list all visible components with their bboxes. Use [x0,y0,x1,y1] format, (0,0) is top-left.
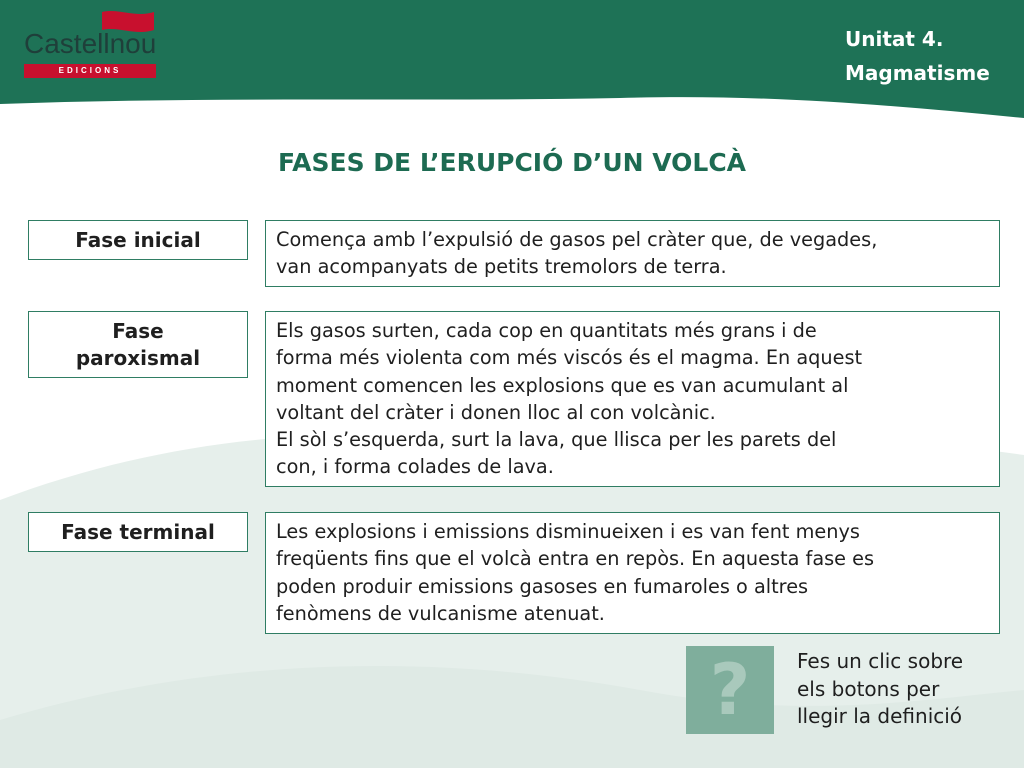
phase-label: Fase paroxismal [75,318,201,370]
unit-topic: Magmatisme [845,61,990,85]
phase-inicial-button[interactable] [28,220,248,260]
phase-terminal-button[interactable] [28,512,248,552]
question-icon: ? [709,649,751,731]
unit-number: Unitat 4. [845,27,944,51]
help-button[interactable] [686,646,774,734]
unit-heading [845,22,990,90]
logo-brand: Castellnou [24,28,157,59]
phase-terminal-description: Les explosions i emissions disminueixen i es van fent menys freqüents fins que el volcà entra en repòs. En aquesta fase es poden produir emissions gasoses en fumaroles o altres fenòmens de vulcanisme atenuat. [265,512,1000,634]
help-hint: Fes un clic sobre els botons per llegir la definició [797,649,964,728]
logo-subtitle: EDICIONS [24,64,156,78]
phase-inicial-description: Comença amb l’expulsió de gasos pel cràter que, de vegades, van acompanyats de petits tremolors de terra. [265,220,1000,287]
phase-paroxismal-description: Els gasos surten, cada cop en quantitats més grans i de forma més violenta com més viscós és el magma. En aquest moment comencen les explosions que es van acumulant al voltant del cràter i donen lloc al con volcànic. El sòl s’esquerda, surt la lava, que llisca per les parets del con, i forma colades de lava. [265,311,1000,487]
phase-paroxismal-button[interactable] [28,311,248,378]
phase-label: Fase terminal [61,519,215,544]
phase-label: Fase inicial [75,227,201,252]
page-title: FASES DE L’ERUPCIÓ D’UN VOLCÀ [277,148,747,177]
castellnou-logo [18,8,166,80]
